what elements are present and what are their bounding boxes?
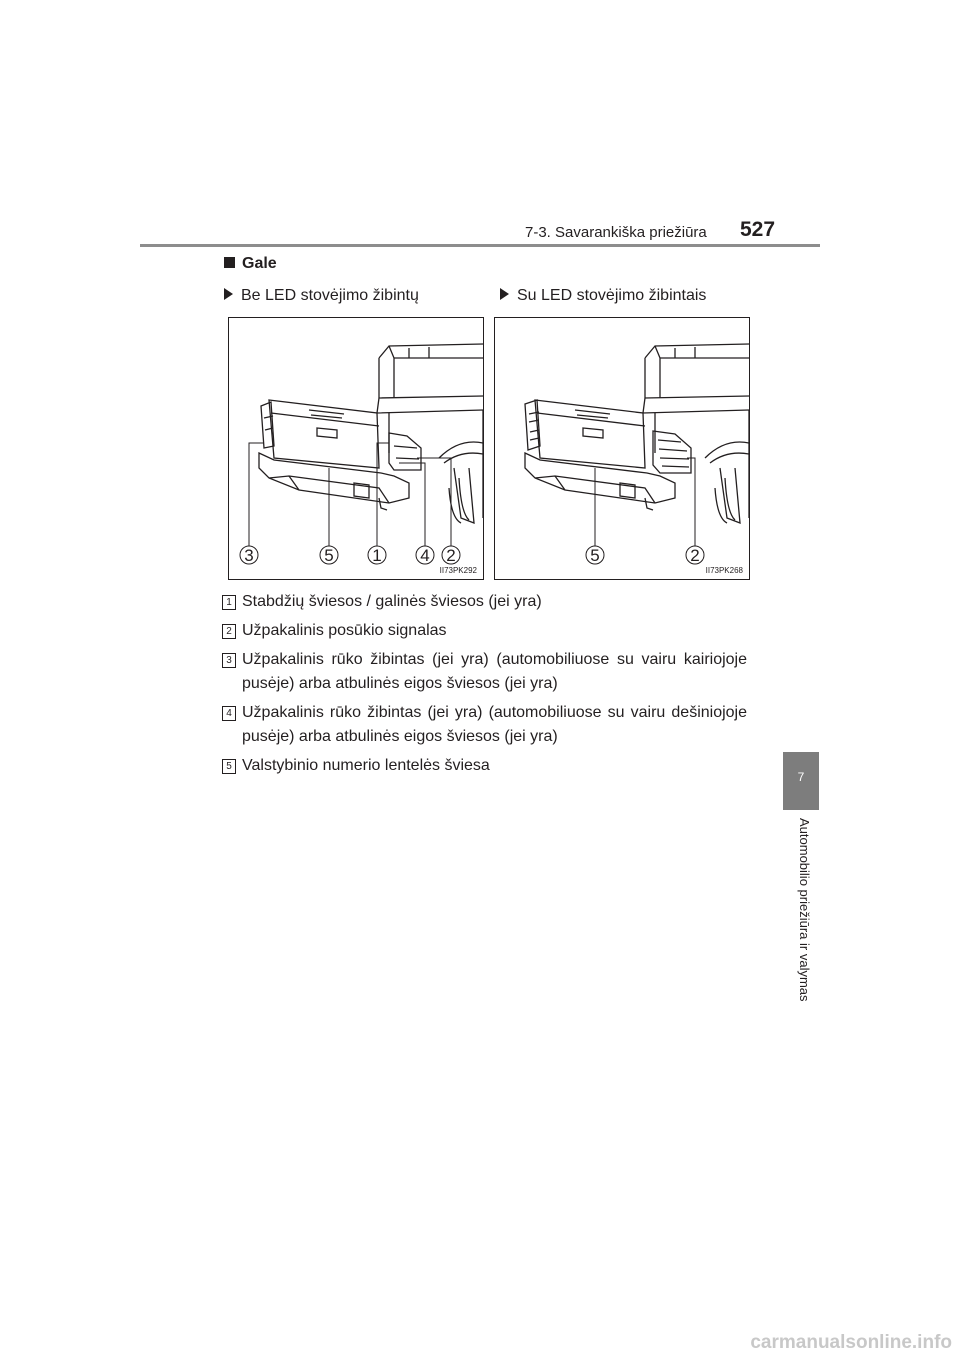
- callout-2: 2: [690, 546, 700, 565]
- legend-text: Užpakalinis posūkio signalas: [242, 622, 447, 639]
- callout-4: 4: [420, 546, 430, 565]
- triangle-bullet-icon: [224, 288, 233, 300]
- list-item: [222, 754, 747, 778]
- callout-3: 3: [244, 546, 254, 565]
- legend-number: 3: [222, 653, 236, 668]
- section-heading: [224, 255, 277, 273]
- list-item: [222, 648, 747, 696]
- chapter-tab-label: Automobilio priežiūra ir valymas: [797, 818, 812, 1002]
- page-number: 527: [740, 218, 776, 241]
- header-divider: [140, 244, 820, 247]
- legend-text: Stabdžių šviesos / galinės šviesos (jei yra): [242, 593, 542, 610]
- callout-1: 1: [372, 546, 382, 565]
- triangle-bullet-icon: [500, 288, 509, 300]
- figure-caption-text: Be LED stovėjimo žibintų: [241, 287, 419, 304]
- list-item: [222, 701, 747, 749]
- figure-caption-right: [500, 287, 706, 305]
- callout-5: 5: [590, 546, 600, 565]
- chapter-tab-number: 7: [797, 770, 805, 784]
- legend-text: Užpakalinis rūko žibintas (jei yra) (automobiliuose su vairu dešiniojoje pusėje) arba atbulinės eigos šviesos (jei yra): [242, 704, 747, 745]
- figure-image-code: II73PK292: [439, 566, 477, 575]
- list-item: [222, 619, 747, 643]
- watermark: carmanualsonline.info: [750, 1332, 952, 1353]
- section-heading-text: Gale: [242, 255, 277, 272]
- figure-caption-text: Su LED stovėjimo žibintais: [517, 287, 707, 304]
- truck-rear-illustration: [229, 318, 483, 579]
- figure-truck-rear-without-led: [228, 317, 484, 580]
- list-item: [222, 590, 747, 614]
- figure-caption-left: [224, 287, 419, 305]
- header-section-title: 7-3. Savarankiška priežiūra: [525, 224, 707, 241]
- legend-number: 1: [222, 595, 236, 610]
- callout-5: 5: [324, 546, 334, 565]
- legend-number: 5: [222, 759, 236, 774]
- legend-number: 4: [222, 706, 236, 721]
- figure-truck-rear-with-led: [494, 317, 750, 580]
- legend-number: 2: [222, 624, 236, 639]
- legend-text: Užpakalinis rūko žibintas (jei yra) (automobiliuose su vairu kairiojoje pusėje) arba atbulinės eigos šviesos (jei yra): [242, 651, 747, 692]
- truck-rear-illustration: [495, 318, 749, 579]
- callout-legend: [222, 590, 747, 783]
- square-bullet-icon: [224, 257, 235, 268]
- callout-2: 2: [446, 546, 456, 565]
- legend-text: Valstybinio numerio lentelės šviesa: [242, 757, 490, 774]
- figure-image-code: II73PK268: [705, 566, 743, 575]
